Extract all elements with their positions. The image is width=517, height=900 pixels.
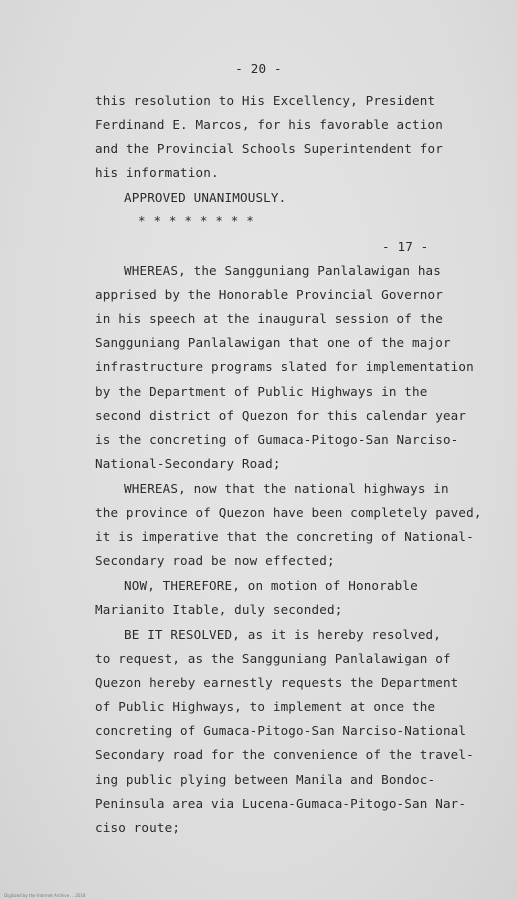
text-line: and the Provincial Schools Superintendent for — [95, 141, 443, 156]
text-line: the province of Quezon have been completely paved, — [95, 505, 482, 520]
text-line: this resolution to His Excellency, President — [95, 93, 436, 108]
page-number: - 20 - — [235, 61, 282, 76]
text-line: his information. — [95, 165, 219, 180]
text-line: Marianito Itable, duly seconded; — [95, 602, 343, 617]
text-line: National-Secondary Road; — [95, 456, 281, 471]
separator-asterisks: * * * * * * * * — [138, 213, 254, 228]
text-line: ing public plying between Manila and Bondoc- — [95, 772, 436, 787]
text-line: to request, as the Sangguniang Panlalawigan of — [95, 651, 451, 666]
text-line: of Public Highways, to implement at once the — [95, 699, 436, 714]
text-line: Quezon hereby earnestly requests the Department — [95, 675, 459, 690]
text-line: Peninsula area via Lucena-Gumaca-Pitogo-San Nar- — [95, 796, 467, 811]
text-line: apprised by the Honorable Provincial Governor — [95, 287, 443, 302]
text-line: NOW, THEREFORE, on motion of Honorable — [124, 578, 418, 593]
text-line: in his speech at the inaugural session of the — [95, 311, 443, 326]
resolution-number: - 17 - — [382, 239, 429, 254]
text-line: Ferdinand E. Marcos, for his favorable action — [95, 117, 443, 132]
text-line: concreting of Gumaca-Pitogo-San Narciso-National — [95, 723, 467, 738]
text-line: by the Department of Public Highways in the — [95, 384, 428, 399]
text-line: Sangguniang Panlalawigan that one of the major — [95, 335, 451, 350]
approved-line: APPROVED UNANIMOUSLY. — [124, 190, 287, 205]
text-line: Secondary road for the convenience of the travel- — [95, 747, 474, 762]
text-line: BE IT RESOLVED, as it is hereby resolved, — [124, 627, 442, 642]
scan-footer-note: Digitized by the Internet Archive ... 2018 — [4, 893, 86, 898]
text-line: ciso route; — [95, 820, 181, 835]
text-line: WHEREAS, now that the national highways in — [124, 481, 449, 496]
text-line: Secondary road be now effected; — [95, 553, 335, 568]
text-line: second district of Quezon for this calendar year — [95, 408, 467, 423]
text-line: is the concreting of Gumaca-Pitogo-San Narciso- — [95, 432, 459, 447]
text-line: infrastructure programs slated for implementation — [95, 359, 474, 374]
text-line: it is imperative that the concreting of National- — [95, 529, 474, 544]
text-line: WHEREAS, the Sangguniang Panlalawigan has — [124, 263, 442, 278]
